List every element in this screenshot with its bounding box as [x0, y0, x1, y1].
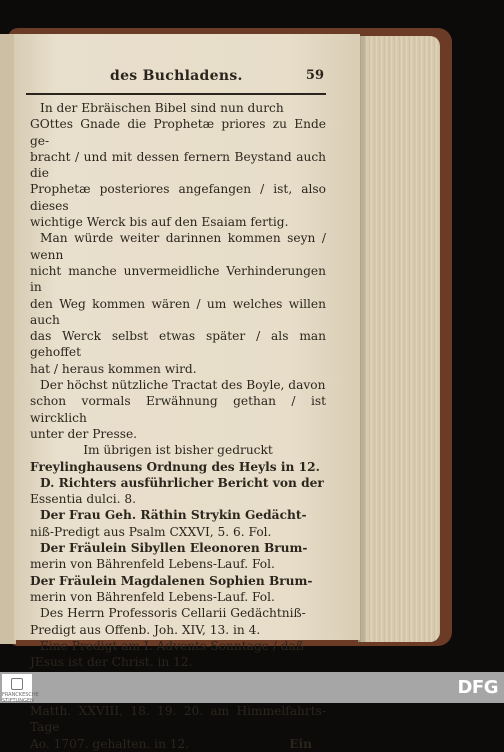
- text-line-last: [30, 736, 326, 752]
- text-line: Der Frau Geh. Räthin Strykin Gedächt-: [40, 508, 307, 523]
- catchword: Ein: [289, 736, 312, 751]
- page-header: [24, 66, 324, 88]
- text-line: merin von Bährenfeld Lebens-Lauf. Fol.: [30, 589, 275, 604]
- page-number: 59: [305, 68, 324, 83]
- text-line: Im übrigen ist bisher gedruckt: [83, 443, 273, 458]
- text-line: D. Richters ausführlicher Bericht von der: [40, 475, 324, 490]
- viewer-footer: [0, 672, 504, 703]
- logo-icon: [11, 678, 23, 690]
- text-line: Predigt aus Offenb. Joh. XIV, 13. in 4.: [30, 622, 261, 637]
- text-line: unter der Presse.: [30, 426, 138, 441]
- text-line: Ao. 1707. gehalten. in 12.: [30, 736, 190, 751]
- text-line: bracht / und mit dessen fernern Beystand auch die: [30, 149, 326, 181]
- text-line: Matth. XXVIII, 18. 19. 20. am Himmelfahrts-Tage: [30, 703, 326, 735]
- text-line: Essentia dulci. 8.: [30, 492, 137, 507]
- text-line: das Werck selbst etwas später / als man gehoffet: [30, 329, 326, 360]
- text-line: merin von Bährenfeld Lebens-Lauf. Fol.: [30, 557, 275, 572]
- text-line: Der Fräulein Magdalenen Sophien Brum-: [30, 573, 313, 588]
- text-line: schon vormals Erwähnung gethan / ist wircklich: [30, 394, 326, 425]
- text-line: Freylinghausens Ordnung des Heyls in 12.: [30, 459, 320, 474]
- running-title: des Buchladens.: [110, 68, 243, 84]
- text-line: niß-Predigt aus Psalm CXXVI, 5. 6. Fol.: [30, 524, 272, 539]
- text-line: wichtige Werck bis auf den Esaiam fertig.: [30, 215, 289, 230]
- dfg-logo[interactable]: DFG: [457, 677, 498, 698]
- page-body: [30, 100, 326, 752]
- text-line: Prophetæ posteriores angefangen / ist, also dieses: [30, 182, 326, 213]
- text-line: Man würde weiter darinnen kommen seyn / wenn: [30, 231, 326, 262]
- text-line: den Weg kommen wären / um welches willen auch: [30, 296, 326, 327]
- logo-text: FRANCKESCHE STIFTUNGEN: [2, 692, 39, 704]
- text-line: hat / heraus kommen wird.: [30, 361, 197, 376]
- institution-logo[interactable]: [2, 674, 39, 704]
- text-line: Der höchst nützliche Tractat des Boyle, davon: [40, 378, 326, 393]
- header-rule: [26, 93, 326, 95]
- text-line: In der Ebräischen Bibel sind nun durch: [40, 101, 284, 115]
- text-line: GOttes Gnade die Prophetæ priores zu Ende ge-: [30, 117, 326, 148]
- text-line: Des Herrn Professoris Cellarii Gedächtniß-: [40, 606, 306, 621]
- text-line: Der Fräulein Sibyllen Eleonoren Brum-: [40, 541, 308, 556]
- text-line: nicht manche unvermeidliche Verhinderungen in: [30, 263, 326, 295]
- text-line: Eine Predigt am I. Advents-Sonntage / daß: [40, 638, 304, 653]
- page-block-edge: [358, 36, 440, 642]
- text-line: JEsus ist der Christ. in 12.: [30, 655, 193, 670]
